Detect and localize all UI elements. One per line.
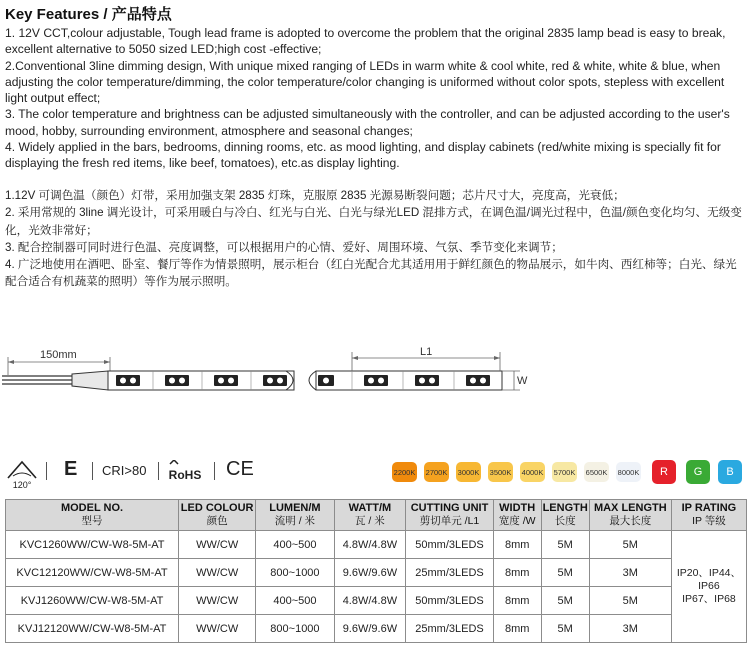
- table-row: [6, 559, 747, 587]
- feature-cn-1: 1.12V 可调色温（颜色）灯带，采用加强支架 2835 灯珠，克服原 2835 光源易断裂问题；芯片尺寸大，亮度高，光衰低；: [5, 189, 625, 202]
- cell-max-length: 3M: [589, 559, 671, 587]
- cell-cutting-unit: 50mm/3LEDS: [406, 531, 494, 559]
- cell-max-length: 5M: [589, 587, 671, 615]
- page-title: Key Features / 产品特点: [5, 6, 172, 23]
- header-width: [493, 500, 541, 531]
- chip-label: 6500K: [585, 467, 608, 477]
- features-english: [5, 25, 747, 172]
- cell-width: 8mm: [493, 559, 541, 587]
- cell-watt: 4.8W/4.8W: [334, 587, 406, 615]
- color-chip-3500k: [488, 462, 513, 482]
- cell-model: KVJ1260WW/CW-W8-5M-AT: [6, 587, 179, 615]
- strip-drawing: [0, 330, 752, 440]
- cell-model: KVC1260WW/CW-W8-5M-AT: [6, 531, 179, 559]
- header-ip-rating: [671, 500, 746, 531]
- cell-lumen: 400~500: [256, 531, 334, 559]
- header-cn: 长度: [554, 515, 576, 527]
- header-model: [6, 500, 179, 531]
- chip-label: 3000K: [457, 467, 480, 477]
- color-chip-red: [652, 460, 676, 484]
- chip-label: 2700K: [425, 467, 448, 477]
- cell-colour: WW/CW: [179, 531, 256, 559]
- divider: [92, 462, 93, 480]
- ip-line: IP67、IP68: [682, 593, 736, 605]
- certification-row: [0, 452, 752, 492]
- header-watt: [334, 500, 406, 531]
- rohs-icon: [164, 460, 206, 484]
- ce-icon: CE: [226, 458, 254, 480]
- cell-width: 8mm: [493, 615, 541, 643]
- divider: [214, 462, 215, 480]
- color-chip-6500k: [584, 462, 609, 482]
- chip-label: 5700K: [553, 467, 576, 477]
- cell-model: KVC12120WW/CW-W8-5M-AT: [6, 559, 179, 587]
- divider: [158, 462, 159, 480]
- cell-lumen: 400~500: [256, 587, 334, 615]
- cell-colour: WW/CW: [179, 587, 256, 615]
- cell-max-length: 5M: [589, 531, 671, 559]
- color-chip-2700k: [424, 462, 449, 482]
- header-cn: 流明 / 米: [274, 515, 316, 527]
- cell-length: 5M: [541, 615, 589, 643]
- features-chinese: [5, 187, 747, 291]
- cell-lumen: 800~1000: [256, 615, 334, 643]
- table-row: [6, 587, 747, 615]
- header-cn: 瓦 / 米: [355, 515, 385, 527]
- cell-length: 5M: [541, 559, 589, 587]
- cell-length: 5M: [541, 587, 589, 615]
- cell-colour: WW/CW: [179, 559, 256, 587]
- e-mark-icon: E: [64, 458, 78, 480]
- cell-lumen: 800~1000: [256, 559, 334, 587]
- cell-model: KVJ12120WW/CW-W8-5M-AT: [6, 615, 179, 643]
- spec-table: [5, 499, 747, 643]
- table-header-row: [6, 500, 747, 531]
- table-row: [6, 615, 747, 643]
- divider: [46, 462, 47, 480]
- cell-colour: WW/CW: [179, 615, 256, 643]
- feature-cn-2: 2. 采用常规的 3line 调光设计，可采用暖白与冷白、红光与白光、白光与绿光LED 混排方式，在调色温/调光过程中，色温/颜色变化均匀、无级变化，光效非常好；: [5, 206, 742, 237]
- header-max-length: [589, 500, 671, 531]
- header-cutting-unit: [406, 500, 494, 531]
- header-en: MODEL NO.: [60, 502, 124, 514]
- cell-watt: 9.6W/9.6W: [334, 559, 406, 587]
- chip-label: 2200K: [393, 467, 416, 477]
- feature-en-4: 4. Widely applied in the bars, bedrooms, dinning rooms, etc. as mood lighting, and display cabinets (red/white mixing is specially fit for displaying the fresh red items, like beef, tomatoes), etc.as display lighting.: [5, 140, 721, 171]
- chip-label: R: [660, 466, 668, 478]
- header-length: [541, 500, 589, 531]
- ip-line: IP66: [698, 580, 720, 592]
- chip-label: 4000K: [521, 467, 544, 477]
- header-cn: 宽度 /W: [498, 515, 536, 527]
- beam-angle-icon: [5, 456, 39, 490]
- chip-label: 3500K: [489, 467, 512, 477]
- cell-ip-rating: [671, 531, 746, 643]
- header-led-colour: [179, 500, 256, 531]
- color-chip-5700k: [552, 462, 577, 482]
- feature-cn-3: 3. 配合控制器可同时进行色温、亮度调整，可以根据用户的心情、爱好、周围环境、气氛、季节变化来调节；: [5, 240, 563, 254]
- color-chip-3000k: [456, 462, 481, 482]
- header-cn: 颜色: [206, 515, 228, 527]
- feature-en-3: 3. The color temperature and brightness can be adjusted simultaneously with the controller, and can be adjusted according to the user's mood, hobby, surrounding environment, atmosphere and seasonal changes;: [5, 107, 730, 138]
- cell-cutting-unit: 25mm/3LEDS: [406, 559, 494, 587]
- header-cn: IP 等级: [692, 515, 726, 527]
- chip-label: 8000K: [617, 467, 640, 477]
- header-en: WIDTH: [499, 502, 536, 514]
- header-en: IP RATING: [681, 502, 737, 514]
- rohs-label: RoHS: [168, 468, 202, 482]
- header-lumen: [256, 500, 334, 531]
- lead-length-label: 150mm: [40, 349, 77, 361]
- header-en: CUTTING UNIT: [410, 502, 489, 514]
- feature-cn-4: 4. 广泛地使用在酒吧、卧室、餐厅等作为情景照明，展示柜台（红白光配合尤其适用用于鲜红颜色的物品展示，如牛肉、西红柿等；白光、绿光配合适合有机蔬菜的照明）等作为展示照明。: [5, 258, 737, 289]
- color-chip-2200k: [392, 462, 417, 482]
- cell-width: 8mm: [493, 531, 541, 559]
- cut-length-label: L1: [420, 346, 433, 358]
- color-chip-4000k: [520, 462, 545, 482]
- cell-cutting-unit: 50mm/3LEDS: [406, 587, 494, 615]
- cell-cutting-unit: 25mm/3LEDS: [406, 615, 494, 643]
- color-chip-8000k: [616, 462, 641, 482]
- header-en: LUMEN/M: [269, 502, 321, 514]
- header-en: LENGTH: [542, 502, 588, 514]
- cell-watt: 9.6W/9.6W: [334, 615, 406, 643]
- width-label: W: [517, 375, 528, 387]
- cell-width: 8mm: [493, 587, 541, 615]
- cell-max-length: 3M: [589, 615, 671, 643]
- table-row: [6, 531, 747, 559]
- chip-label: B: [726, 466, 734, 478]
- cell-length: 5M: [541, 531, 589, 559]
- cell-watt: 4.8W/4.8W: [334, 531, 406, 559]
- feature-en-1: 1. 12V CCT,colour adjustable, Tough lead frame is adopted to overcome the problem that the original 2835 lamp bead is easy to break, excellent alternative to 5050 sized LED;high cost -effective;: [5, 26, 726, 57]
- color-chip-blue: [718, 460, 742, 484]
- cri-label: CRI>80: [102, 463, 147, 478]
- header-en: WATT/M: [348, 502, 392, 514]
- header-cn: 最大长度: [609, 515, 652, 527]
- color-chip-green: [686, 460, 710, 484]
- feature-en-2: 2.Conventional 3line dimming design, With unique mixed ranging of LEDs in warm white & cool white, red & white, white & blue, when adjusting the color temperature/dimming, the color temperature/color changing is uniformed without color spots, stepless with excellent light output effect;: [5, 58, 725, 106]
- header-cn: 剪切单元 /L1: [419, 515, 480, 527]
- header-cn: 型号: [81, 515, 103, 527]
- chip-label: G: [693, 466, 703, 478]
- header-en: MAX LENGTH: [593, 502, 667, 514]
- header-en: LED COLOUR: [180, 502, 254, 514]
- strip-diagram: [0, 330, 752, 440]
- beam-angle-label: 120°: [12, 480, 32, 490]
- ip-line: IP20、IP44、: [676, 567, 742, 579]
